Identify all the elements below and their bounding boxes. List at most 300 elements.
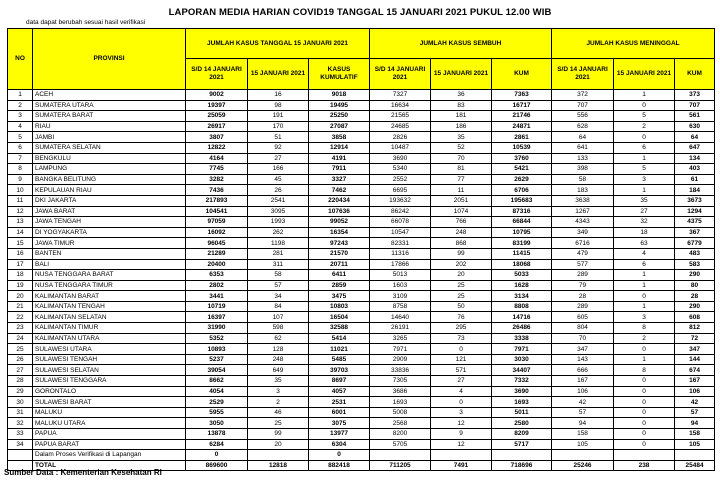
table-cell: 2859: [309, 280, 370, 291]
table-cell: 19397: [186, 100, 248, 111]
table-cell: 32: [614, 217, 675, 228]
table-cell: 8808: [492, 301, 552, 312]
province-name: LAMPUNG: [33, 164, 186, 175]
table-cell: 31990: [186, 323, 248, 334]
table-cell: 10803: [309, 301, 370, 312]
table-cell: 10893: [186, 344, 248, 355]
table-cell: 202: [431, 259, 492, 270]
header-no: NO: [8, 29, 33, 90]
table-cell: 3858: [309, 132, 370, 143]
table-cell: 1: [614, 354, 675, 365]
table-cell: 5011: [492, 407, 552, 418]
table-cell: 1294: [675, 206, 715, 217]
table-cell: 97243: [309, 238, 370, 249]
table-cell: 804: [552, 323, 614, 334]
table-cell: 64: [675, 132, 715, 143]
table-row: [8, 333, 715, 344]
table-cell: 6706: [492, 185, 552, 196]
table-cell: 7745: [186, 164, 248, 175]
table-cell: 87316: [492, 206, 552, 217]
table-row: [8, 344, 715, 355]
table-cell: 28: [552, 291, 614, 302]
row-number: [8, 450, 33, 461]
table-cell: 7363: [492, 90, 552, 101]
row-number: 31: [8, 407, 33, 418]
table-cell: 5033: [492, 270, 552, 281]
table-cell: 39703: [309, 365, 370, 376]
row-number: 32: [8, 418, 33, 429]
row-number: 4: [8, 121, 33, 132]
table-cell: 0: [614, 100, 675, 111]
table-row: [8, 376, 715, 387]
table-cell: 79: [552, 280, 614, 291]
table-cell: 81: [431, 164, 492, 175]
table-cell: 94: [552, 418, 614, 429]
table-cell: 25246: [552, 460, 614, 471]
table-cell: 27: [431, 376, 492, 387]
table-row: [8, 90, 715, 101]
table-cell: 98: [248, 100, 309, 111]
table-cell: 99052: [309, 217, 370, 228]
table-cell: 9002: [186, 90, 248, 101]
table-cell: 13977: [309, 429, 370, 440]
table-cell: 1693: [370, 397, 431, 408]
table-cell: 104541: [186, 206, 248, 217]
province-name: NUSA TENGGARA TIMUR: [33, 280, 186, 291]
table-cell: 3030: [492, 354, 552, 365]
table-cell: 39054: [186, 365, 248, 376]
table-cell: 11415: [492, 248, 552, 259]
table-row: [8, 365, 715, 376]
table-cell: 70: [552, 333, 614, 344]
table-row: [8, 238, 715, 249]
table-cell: 5: [614, 164, 675, 175]
table-cell: 133: [552, 153, 614, 164]
table-cell: 2051: [431, 195, 492, 206]
table-cell: 144: [675, 354, 715, 365]
table-cell: 16634: [370, 100, 431, 111]
table-cell: 8662: [186, 376, 248, 387]
table-cell: 649: [248, 365, 309, 376]
row-number: 1: [8, 90, 33, 101]
table-cell: 4343: [552, 217, 614, 228]
row-number: 6: [8, 142, 33, 153]
table-cell: 106: [552, 386, 614, 397]
table-cell: 707: [675, 100, 715, 111]
table-row: [8, 132, 715, 143]
table-cell: 311: [248, 259, 309, 270]
table-cell: 16: [248, 90, 309, 101]
table-cell: 373: [675, 90, 715, 101]
table-cell: 577: [552, 259, 614, 270]
header-provinsi: PROVINSI: [33, 29, 186, 90]
row-number: 28: [8, 376, 33, 387]
table-row: [8, 301, 715, 312]
header-meninggal-until-14: S/D 14 JANUARI 2021: [552, 59, 614, 90]
table-cell: 3109: [370, 291, 431, 302]
province-name: TOTAL: [33, 460, 186, 471]
table-cell: 14640: [370, 312, 431, 323]
table-cell: 628: [552, 121, 614, 132]
table-cell: 3095: [248, 206, 309, 217]
table-cell: 10719: [186, 301, 248, 312]
header-group-kasus: JUMLAH KASUS TANGGAL 15 JANUARI 2021: [186, 29, 370, 59]
table-cell: 1: [614, 270, 675, 281]
province-name: SULAWESI TENGAH: [33, 354, 186, 365]
table-cell: 24871: [492, 121, 552, 132]
table-cell: 14716: [492, 312, 552, 323]
verification-note: data dapat berubah sesuai hasil verifikasi: [26, 19, 146, 26]
table-cell: 167: [552, 376, 614, 387]
table-cell: 295: [431, 323, 492, 334]
table-cell: 105: [675, 439, 715, 450]
table-cell: 72: [675, 333, 715, 344]
province-name: Dalam Proses Verifikasi di Lapangan: [33, 450, 186, 461]
table-cell: 10539: [492, 142, 552, 153]
table-cell: 8209: [492, 429, 552, 440]
table-row: [8, 217, 715, 228]
province-name: KALIMANTAN UTARA: [33, 333, 186, 344]
table-cell: 50: [431, 301, 492, 312]
province-name: BANGKA BELITUNG: [33, 174, 186, 185]
table-cell: 8: [614, 323, 675, 334]
table-cell: 35: [431, 132, 492, 143]
province-name: KALIMANTAN BARAT: [33, 291, 186, 302]
header-sembuh-kum: KUM: [492, 59, 552, 90]
table-cell: 281: [248, 248, 309, 259]
table-cell: 647: [675, 142, 715, 153]
table-cell: 27087: [309, 121, 370, 132]
table-cell: 1267: [552, 206, 614, 217]
table-row: [8, 153, 715, 164]
row-number: 7: [8, 153, 33, 164]
table-cell: 7462: [309, 185, 370, 196]
table-cell: 35: [614, 195, 675, 206]
row-number: 2: [8, 100, 33, 111]
table-cell: 5340: [370, 164, 431, 175]
table-cell: 12: [431, 439, 492, 450]
table-cell: 3673: [675, 195, 715, 206]
table-cell: 83199: [492, 238, 552, 249]
table-cell: 3134: [492, 291, 552, 302]
table-cell: 26191: [370, 323, 431, 334]
table-cell: 6304: [309, 439, 370, 450]
table-cell: 3: [431, 407, 492, 418]
province-name: KALIMANTAN SELATAN: [33, 312, 186, 323]
table-cell: 583: [675, 259, 715, 270]
table-row: [8, 439, 715, 450]
province-name: DKI JAKARTA: [33, 195, 186, 206]
table-cell: 10487: [370, 142, 431, 153]
table-cell: 5013: [370, 270, 431, 281]
table-cell: 35: [248, 376, 309, 387]
table-cell: 8: [614, 365, 675, 376]
table-cell: 17866: [370, 259, 431, 270]
table-cell: 3475: [309, 291, 370, 302]
table-cell: 193632: [370, 195, 431, 206]
table-cell: 641: [552, 142, 614, 153]
table-cell: 57: [552, 407, 614, 418]
table-cell: 20711: [309, 259, 370, 270]
table-cell: 7327: [370, 90, 431, 101]
table-cell: 94: [675, 418, 715, 429]
table-cell: 2580: [492, 418, 552, 429]
table-cell: 0: [614, 418, 675, 429]
province-name: SUMATERA SELATAN: [33, 142, 186, 153]
table-cell: 121: [431, 354, 492, 365]
table-cell: [492, 450, 552, 461]
table-cell: 0: [614, 376, 675, 387]
table-cell: 289: [552, 301, 614, 312]
table-row: [8, 418, 715, 429]
table-row: [8, 185, 715, 196]
table-cell: 80: [675, 280, 715, 291]
table-cell: 666: [552, 365, 614, 376]
row-number: 10: [8, 185, 33, 196]
table-row: [8, 407, 715, 418]
table-cell: 9: [431, 429, 492, 440]
table-cell: 27: [614, 206, 675, 217]
table-cell: 4054: [186, 386, 248, 397]
table-cell: 99: [431, 248, 492, 259]
table-row: [8, 397, 715, 408]
table-cell: 36: [431, 90, 492, 101]
table-cell: 70: [431, 153, 492, 164]
row-number: 24: [8, 333, 33, 344]
table-cell: 630: [675, 121, 715, 132]
table-cell: 25: [431, 280, 492, 291]
table-cell: 166: [248, 164, 309, 175]
table-cell: 158: [675, 429, 715, 440]
table-cell: 184: [675, 185, 715, 196]
table-cell: 5705: [370, 439, 431, 450]
table-cell: 238: [614, 460, 675, 471]
header-sembuh-15: 15 JANUARI 2021: [431, 59, 492, 90]
table-cell: 13878: [186, 429, 248, 440]
table-row: [8, 450, 715, 461]
table-cell: 571: [431, 365, 492, 376]
table-cell: 262: [248, 227, 309, 238]
table-cell: 25: [248, 418, 309, 429]
province-name: SULAWESI SELATAN: [33, 365, 186, 376]
table-cell: 21746: [492, 111, 552, 122]
table-row: [8, 111, 715, 122]
table-cell: 9018: [309, 90, 370, 101]
table-cell: 25: [431, 291, 492, 302]
table-cell: 2909: [370, 354, 431, 365]
table-cell: 248: [248, 354, 309, 365]
table-cell: 6716: [552, 238, 614, 249]
table-cell: 7911: [309, 164, 370, 175]
table-cell: 0: [186, 450, 248, 461]
table-cell: 181: [431, 111, 492, 122]
province-name: SUMATERA BARAT: [33, 111, 186, 122]
table-cell: 18: [614, 227, 675, 238]
header-meninggal-15: 15 JANUARI 2021: [614, 59, 675, 90]
table-cell: 18068: [492, 259, 552, 270]
table-cell: 0: [614, 429, 675, 440]
table-cell: 0: [431, 397, 492, 408]
table-cell: 8697: [309, 376, 370, 387]
table-cell: 2: [614, 121, 675, 132]
province-name: MALUKU UTARA: [33, 418, 186, 429]
table-cell: 2568: [370, 418, 431, 429]
table-cell: 483: [675, 248, 715, 259]
row-number: 21: [8, 301, 33, 312]
table-cell: 26486: [492, 323, 552, 334]
table-cell: 6779: [675, 238, 715, 249]
table-row: [8, 100, 715, 111]
table-cell: 5421: [492, 164, 552, 175]
table-cell: 403: [675, 164, 715, 175]
table-cell: 7971: [370, 344, 431, 355]
province-name: GORONTALO: [33, 386, 186, 397]
table-cell: 3638: [552, 195, 614, 206]
table-cell: 7332: [492, 376, 552, 387]
table-cell: 11021: [309, 344, 370, 355]
table-cell: 16092: [186, 227, 248, 238]
table-cell: 0: [614, 386, 675, 397]
table-cell: 3686: [370, 386, 431, 397]
table-cell: 6001: [309, 407, 370, 418]
table-cell: 1: [614, 185, 675, 196]
province-name: JAWA BARAT: [33, 206, 186, 217]
table-cell: 66844: [492, 217, 552, 228]
table-cell: 6284: [186, 439, 248, 450]
table-cell: 2541: [248, 195, 309, 206]
table-cell: 20: [248, 439, 309, 450]
table-body: [8, 90, 715, 471]
table-cell: 51: [248, 132, 309, 143]
table-cell: 84: [248, 301, 309, 312]
table-cell: 0: [309, 450, 370, 461]
table-cell: 3327: [309, 174, 370, 185]
table-cell: 674: [675, 365, 715, 376]
table-cell: 58: [552, 174, 614, 185]
table-cell: 5485: [309, 354, 370, 365]
table-cell: 367: [675, 227, 715, 238]
table-cell: 2629: [492, 174, 552, 185]
province-name: SULAWESI UTARA: [33, 344, 186, 355]
table-cell: 12: [431, 418, 492, 429]
row-number: 18: [8, 270, 33, 281]
table-cell: 16397: [186, 312, 248, 323]
table-cell: 1693: [492, 397, 552, 408]
table-cell: 3075: [309, 418, 370, 429]
table-cell: 83: [431, 100, 492, 111]
table-cell: [675, 450, 715, 461]
table-cell: 105: [552, 439, 614, 450]
table-cell: 2552: [370, 174, 431, 185]
table-cell: 398: [552, 164, 614, 175]
table-cell: 7305: [370, 376, 431, 387]
province-name: DI YOGYAKARTA: [33, 227, 186, 238]
table-cell: 11: [431, 185, 492, 196]
header-kasus-until-14: S/D 14 JANUARI 2021: [186, 59, 248, 90]
table-cell: 16504: [309, 312, 370, 323]
table-cell: 186: [431, 121, 492, 132]
row-number: 11: [8, 195, 33, 206]
table-row: [8, 386, 715, 397]
row-number: 34: [8, 439, 33, 450]
table-cell: 66078: [370, 217, 431, 228]
row-number: 19: [8, 280, 33, 291]
table-cell: 158: [552, 429, 614, 440]
table-cell: 3265: [370, 333, 431, 344]
table-cell: 3: [248, 386, 309, 397]
table-cell: 25484: [675, 460, 715, 471]
table-cell: 7436: [186, 185, 248, 196]
row-number: 29: [8, 386, 33, 397]
table-cell: 4164: [186, 153, 248, 164]
table-cell: 598: [248, 323, 309, 334]
table-cell: [370, 450, 431, 461]
table-cell: 20400: [186, 259, 248, 270]
table-cell: 4191: [309, 153, 370, 164]
table-cell: 16717: [492, 100, 552, 111]
table-cell: 248: [431, 227, 492, 238]
table-cell: 0: [614, 132, 675, 143]
table-cell: 26: [248, 185, 309, 196]
table-cell: 0: [614, 439, 675, 450]
table-cell: 25059: [186, 111, 248, 122]
table-cell: 5352: [186, 333, 248, 344]
table-cell: 289: [552, 270, 614, 281]
table-cell: [248, 450, 309, 461]
table-cell: 21565: [370, 111, 431, 122]
header-meninggal-kum: KUM: [675, 59, 715, 90]
province-name: BENGKULU: [33, 153, 186, 164]
table-cell: 561: [675, 111, 715, 122]
table-cell: 12822: [186, 142, 248, 153]
row-number: 5: [8, 132, 33, 143]
table-cell: 0: [614, 397, 675, 408]
table-cell: 5414: [309, 333, 370, 344]
header-group-meninggal: JUMLAH KASUS MENINGGAL: [552, 29, 715, 59]
report-title: LAPORAN MEDIA HARIAN COVID19 TANGGAL 15 JANUARI 2021 PUKUL 12.00 WIB: [168, 7, 552, 18]
row-number: 14: [8, 227, 33, 238]
table-cell: 3050: [186, 418, 248, 429]
table-cell: 290: [675, 270, 715, 281]
table-cell: 52: [431, 142, 492, 153]
table-cell: 5: [614, 111, 675, 122]
table-cell: 812: [675, 323, 715, 334]
province-name: JAWA TIMUR: [33, 238, 186, 249]
table-cell: 128: [248, 344, 309, 355]
province-name: RIAU: [33, 121, 186, 132]
table-cell: 34: [248, 291, 309, 302]
table-cell: 134: [675, 153, 715, 164]
table-cell: 57: [675, 407, 715, 418]
table-row: [8, 164, 715, 175]
table-cell: 1628: [492, 280, 552, 291]
province-name: SUMATERA UTARA: [33, 100, 186, 111]
table-cell: 46: [248, 407, 309, 418]
covid-report-table: [7, 28, 715, 471]
province-name: BANTEN: [33, 248, 186, 259]
table-cell: 3338: [492, 333, 552, 344]
table-cell: 372: [552, 90, 614, 101]
province-name: JAMBI: [33, 132, 186, 143]
table-cell: 1: [614, 90, 675, 101]
table-cell: 11316: [370, 248, 431, 259]
row-number: 25: [8, 344, 33, 355]
table-cell: 290: [675, 301, 715, 312]
table-cell: 8758: [370, 301, 431, 312]
table-cell: 86242: [370, 206, 431, 217]
row-number: 13: [8, 217, 33, 228]
source-note: Sumber Data : Kementerian Kesehatan RI: [4, 468, 162, 477]
